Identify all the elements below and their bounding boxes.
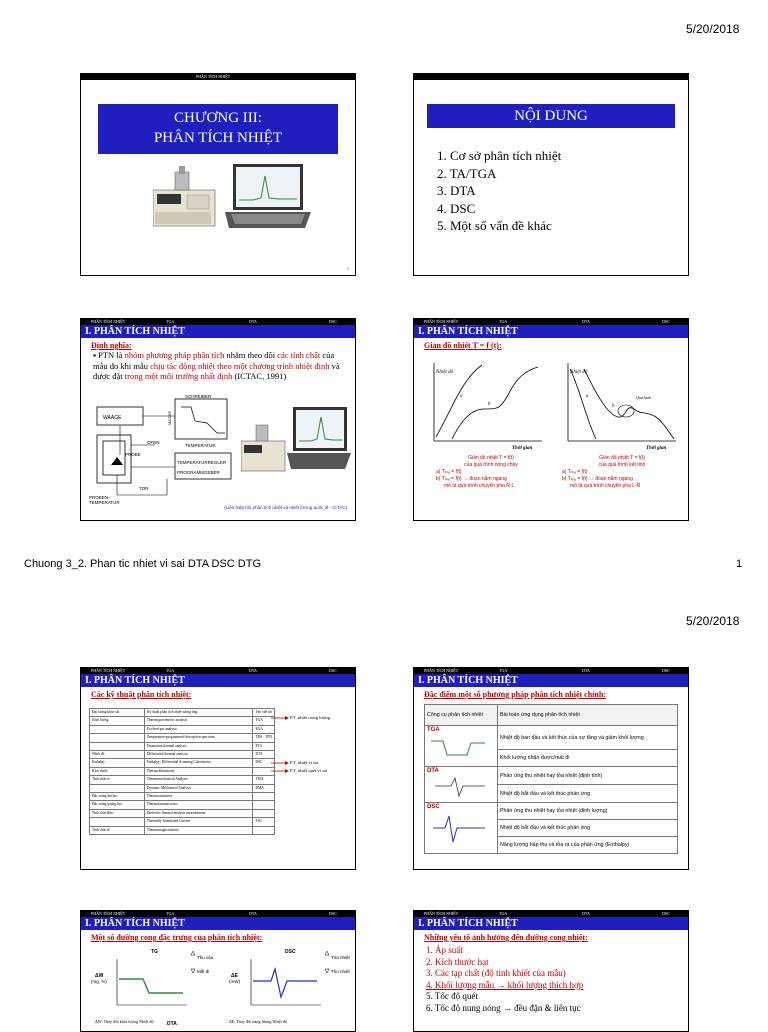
table-row: Tính chất từ Thermomagnetometry (90, 826, 275, 834)
title-line-2: PHÂN TÍCH NHIỆT (153, 130, 283, 146)
dta-label: DTA (167, 1021, 177, 1027)
table-row: Kích thước Thermodilatometry (90, 767, 275, 775)
slide-curves (80, 910, 356, 1032)
y-axis-label: Nhiệt độ (570, 370, 588, 375)
list-item: 3. Các tạp chất (độ tinh khiết của mẫu) (426, 968, 566, 978)
diagram-label: PROBE (125, 452, 141, 457)
thermogravimetry-schematic (87, 395, 237, 505)
table-row: Enthalpy Enthalpy: Differential Scanning Calorimetry DSC (90, 759, 275, 767)
slide-subtitle: Định nghĩa: (91, 341, 132, 350)
thermal-analyzer-illustration (241, 405, 351, 485)
table-row: DTA Phản ứng thu nhiệt hay tỏa nhiệt (định tính) (425, 767, 678, 785)
slide-contents (413, 73, 689, 276)
definition-text: ▪ PTN là nhóm phương pháp phân tích nhằm theo dõi các tính chất của mẫu đo khi mẫu chịu tác động nhiệt theo một chương trình nhiệt định và được đặt trong một môi trường nhất định (ICTAC, 1991) (93, 350, 340, 381)
diagram-label: MASSE (167, 410, 172, 425)
slide-header: PHÂN TÍCH NHIỆT TGA DTA DSC (81, 911, 355, 917)
diagram-label: SCHREIBER (185, 395, 212, 399)
method-dta: DTA (427, 768, 439, 774)
diagram-label: WAAGE (103, 415, 122, 421)
title-box (98, 104, 338, 154)
table-row: Tính chất điện Dielectric thermal analysis measurement (90, 809, 275, 817)
svg-text:(mg, %): (mg, %) (91, 979, 107, 984)
table-row: Temperature-programmed desorption spectrum TDS · TPD (90, 734, 275, 742)
table-header-row: Đại lượng khảo sát Kỹ thuật phân tích nhiệt tương ứng Tên viết tắt (90, 709, 275, 717)
method-dsc: DSC (427, 804, 440, 810)
table-row: Thermally Stimulated Current TSC (90, 818, 275, 826)
diagram-label: OFEN (147, 440, 160, 445)
thermal-analyzer-illustration (153, 162, 313, 237)
tga-mini-curve (427, 733, 491, 765)
slide-title-bar: I. PHÂN TÍCH NHIỆT (414, 674, 688, 687)
arrow-label-tga: P.T. nhiệt trọng lượng (290, 715, 330, 720)
table-row: Nhiệt độ Differential thermal analysis DTA (90, 751, 275, 759)
slide-features (413, 667, 689, 870)
slide-title-bar: I. PHÂN TÍCH NHIỆT (81, 674, 355, 687)
curve-label-a: a (586, 394, 589, 399)
list-item: 2. Kích thước hạt (426, 956, 489, 967)
arrow-label-dta: P.T. nhiệt vi sai (290, 760, 319, 765)
table-row: Đặc trưng âm học Thermosonimetry (90, 793, 275, 801)
dsc-mini-curve (427, 808, 491, 852)
slide-subtitle: Đặc điểm một số phương pháp phân tích nhiệt chính: (424, 690, 606, 699)
contents-list (437, 147, 561, 235)
page-footer-number: 1 (736, 558, 743, 570)
arrow-label-dsc: P.T. nhiệt quét vi sai (290, 768, 328, 773)
slide-header: PHÂN TÍCH NHIỆT TGA DTA DSC (414, 319, 688, 325)
diagram-label: PROGRAMMGEBER (177, 470, 220, 475)
table-row: Đặc trưng quang học Thermoluminescence (90, 801, 275, 809)
method-tga: TGA (427, 727, 440, 733)
annotation-arrows (271, 714, 291, 784)
svg-text:DSC: DSC (285, 949, 296, 955)
svg-text:Mất đi: Mất đi (197, 969, 210, 974)
contents-item: 1. Cơ sở phân tích nhiệt (437, 148, 562, 163)
slide-title (80, 73, 356, 276)
table-row: DSC Phản ứng thu nhiệt hay tỏa nhiệt (định lượng) (425, 803, 678, 820)
techniques-table (89, 708, 275, 835)
slide-subtitle: Giản đồ nhiệt T = f (t): (424, 341, 502, 350)
contents-item: 4. DSC (437, 200, 476, 216)
svg-text:Tỏa nhiệt: Tỏa nhiệt (331, 955, 350, 960)
list-item: 6. Tốc độ nung nóng → đều đặn & liên tục (426, 1002, 581, 1013)
slide-header: PHÂN TÍCH NHIỆT TGA DTA DSC (81, 668, 355, 674)
melting-caption: Giản đồ nhiệt T = f(t) của quá trình nóng chảy a) Tₘₐ = f(t) b) Tₘₐ = f(t) → đoạn nằm ngang mô tả quá trình chuyển pha R-L (436, 455, 518, 489)
title-line-1: CHƯƠNG III: (174, 110, 262, 126)
slide-header: PHÂN TÍCH NHIỆT TGA DTA DSC (414, 911, 688, 917)
contents-item: 3. DTA (437, 183, 476, 198)
crystallization-caption: Giản đồ nhiệt T = f(t) của quá trình kết tinh a) Tₘₐ = f(t) b) Tₘₐ = f(t) → đoạn nằm ngang mô tả quá trình chuyển pha L-R (562, 455, 646, 489)
table-row: Tính chất cơ Thermomechanical Analysis TMA (90, 776, 275, 784)
diagram-label: TEMPERATURREGLER (177, 460, 227, 465)
slide-title-bar: I. PHÂN TÍCH NHIỆT (81, 325, 355, 338)
slide-title-bar: I. PHÂN TÍCH NHIỆT (81, 917, 355, 930)
svg-text:Thu vào: Thu vào (197, 955, 214, 960)
table-row: Evolved gas analysis EGA (90, 725, 275, 733)
list-item: 5. Tốc độ quét (426, 991, 478, 1001)
table-row: Dynamic Mechanical Analysis DMA (90, 784, 275, 792)
dsc-curve-chart (221, 945, 351, 1025)
page-date: 5/20/2018 (686, 614, 740, 628)
supercool-label: Quá lạnh (636, 395, 651, 400)
table-row: Nhiệt độ bắt đầu và kết thúc phản ứng (425, 785, 678, 803)
list-item: 4. Khối lượng mẫu → khối lượng thích hợp (426, 979, 584, 990)
y-axis-label: Nhiệt độ (436, 370, 454, 375)
diagram-label: PROBEN- (89, 495, 110, 500)
slide-thermal-diagram (413, 318, 689, 521)
slide-title-bar: I. PHÂN TÍCH NHIỆT (414, 917, 688, 930)
curve-label-b: b (488, 402, 491, 407)
slide-header: PHÂN TÍCH NHIỆT TGA DTA DSC (414, 668, 688, 674)
diagram-label: TEMPERATUR (185, 443, 216, 448)
ictac-note: (Liên hiệp hội phân tích nhiệt và nhiệt lượng quốc tế - ICTAC) (224, 505, 347, 510)
table-row: Năng lượng hấp thụ và tỏa ra của phản ứng (Enthalpy) (425, 837, 678, 854)
curve-label-b: b (612, 404, 615, 409)
x-axis-label: Thời gian (646, 446, 667, 451)
dta-mini-curve (427, 772, 491, 802)
slide-header: PHÂN TÍCH NHIỆT TGA DTA DSC (81, 319, 355, 325)
slide-factors (413, 910, 689, 1032)
svg-text:ΔW: Thay đổi khối lượng Nh: ΔW: Thay đổi khối lượng Nhiệt độ (95, 1019, 154, 1024)
slide-subtitle: Những yếu tố ảnh hưởng đến đường cong nhiệt: (424, 933, 588, 942)
diagram-label: TEMPERATUR (89, 500, 120, 505)
page-footer-title: Chuong 3_2. Phan tic nhiet vi sai DTA DSC DTG (24, 558, 262, 570)
slide-page-number: 1 (346, 266, 349, 271)
slide-techniques (80, 667, 356, 870)
slide-definition (80, 318, 356, 521)
table-header-row: Công cụ phân tích nhiệt Bài toán ứng dụng phân tích nhiệt (425, 705, 678, 726)
table-row: Khối lượng Thermogravimetric analysis TGA (90, 717, 275, 725)
table-row: TGA Nhiệt độ ban đầu và kết thúc của sự tăng và giảm khối lượng (425, 726, 678, 750)
slide-header: PHÂN TÍCH NHIỆT (81, 74, 355, 80)
curve-label-a: a (460, 394, 463, 399)
melting-curve-chart (422, 359, 547, 454)
diagram-label: TOR (139, 486, 149, 491)
svg-text:TG: TG (151, 949, 158, 955)
svg-text:Thu nhiệt: Thu nhiệt (331, 969, 350, 974)
svg-text:ΔE: Thay đổi năng lượng Nh: ΔE: Thay đổi năng lượng Nhiệt độ (229, 1019, 288, 1024)
slide-header (414, 74, 688, 80)
features-table (424, 704, 678, 854)
crystallization-curve-chart (556, 359, 681, 454)
slide-title-bar: I. PHÂN TÍCH NHIỆT (414, 325, 688, 338)
contents-item: 2. TA/TGA (437, 165, 497, 181)
svg-text:(mW): (mW) (229, 979, 240, 984)
list-item: 1. Áp suất (426, 945, 463, 955)
contents-title: NỘI DUNG (427, 104, 675, 128)
slide-subtitle: Các kỹ thuật phân tích nhiệt: (91, 690, 192, 699)
tg-curve-chart (87, 945, 217, 1025)
svg-text:ΔW: ΔW (95, 973, 104, 979)
x-axis-label: Thời gian (512, 446, 533, 451)
page-date: 5/20/2018 (686, 22, 740, 36)
contents-item: 5. Một số vấn đề khác (437, 218, 552, 233)
table-row: Nhiệt độ bắt đầu và kết thúc phản ứng (425, 820, 678, 837)
factors-list (426, 945, 583, 1014)
table-row: Emanation thermal analysis ETA (90, 742, 275, 750)
svg-text:ΔE: ΔE (231, 973, 238, 979)
slide-subtitle: Một số đường cong đặc trưng của phân tích nhiệt: (91, 933, 263, 942)
table-row: Khối lượng nhận được/mất đi (425, 750, 678, 767)
